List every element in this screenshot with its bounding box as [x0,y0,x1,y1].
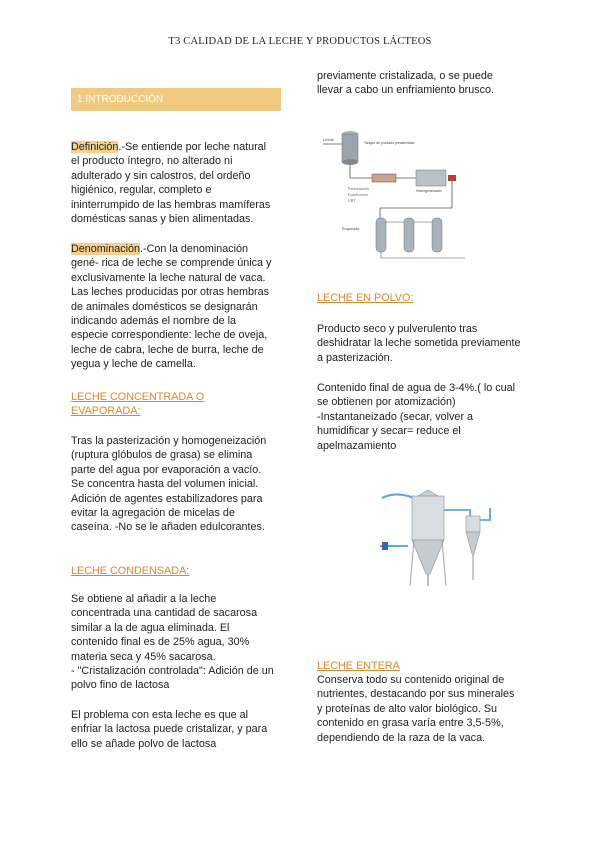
text-line: caseína. -No se le añaden edulcorantes. [71,521,265,534]
page-title: T3 CALIDAD DE LA LECHE Y PRODUCTOS LÁCTEOS [168,36,432,47]
definicion-paragraph [71,140,283,226]
text-line: gené- rica de leche se comprende única y [71,257,272,270]
definicion-term: Definición [71,141,119,153]
label-uht: UHT [348,199,356,203]
text-line: yegua y leche de camella. [71,358,196,371]
label-esterilizacion: Esterilización [348,193,368,197]
text-line: adulterado y sin calostros, del ordeño [71,169,251,182]
agua-paragraph [317,381,529,453]
heading-line: LECHE EN POLVO: [317,292,414,304]
entera-heading [317,659,529,673]
text-line: previamente cristalizada, o se puede [317,70,493,82]
support-leg [442,540,446,586]
text-line: materia seca y 45% sacarosa. [71,650,216,663]
text-line: higiénico, regular, completo e [71,184,212,197]
concentrada-heading [71,390,283,419]
intro-heading: 1.INTRODUCCIÓN [77,94,164,105]
cyclone-cone [466,532,480,554]
text-line: contenido en grasa varía entre 3,5-5%, [317,717,504,730]
heading-line: LECHE ENTERA [317,660,400,672]
heat-exchanger [372,174,396,182]
text-line: enfriar la lactosa puede cristalizar, y para [71,723,268,736]
text-line: (ruptura glóbulos de grasa) se elimina [71,449,253,462]
homogenizer [416,170,446,186]
text-line: Las leches producidas por otras hembras [71,286,270,299]
text-line: dependiendo de la raza de la vaca. [317,731,486,744]
text-line: apelmazamiento [317,439,397,452]
feed-pump [382,542,388,550]
text-line: especie correspondiente: leche de oveja, [71,329,268,342]
chamber-cone [412,540,444,574]
text-line: el producto íntegro, no alterado ni [71,155,233,168]
label-pasteurizacion: Pasteurización [348,187,369,191]
text-line: a pasterización. [317,351,393,364]
heading-line: LECHE CONDENSADA: [71,565,190,577]
entera-paragraph [317,673,529,745]
text-line: de animales domésticos se designarán [71,300,258,313]
chamber-cap [418,490,438,496]
text-line: contenido final es de 25% agua, 30% [71,636,250,649]
outlet-duct [480,508,490,520]
heading-line: LECHE CONCENTRADA O [71,391,205,403]
text-line: evitar la agregación de micelas de [71,507,235,520]
text-line: llevar a cabo un enfriamiento brusco. [317,84,495,97]
text-line: Conserva todo su contenido original de [317,674,505,686]
text-line: ello se añade polvo de lactosa [71,737,217,750]
valve [448,175,456,181]
text-line: exclusivamente la leche natural de vaca. [71,271,266,284]
evaporator [432,218,442,252]
support-leg [410,540,414,586]
spray-dryer-illustration [378,486,496,592]
continuation-paragraph [317,69,529,98]
evaporator [404,218,414,252]
condensada-heading [71,564,283,578]
text-line: leche de cabra, leche de burra, leche de [71,343,264,356]
cyclone-body [466,516,480,532]
concentrada-paragraph [71,434,283,535]
text-line: humidificar y secar= reduce el [317,425,461,438]
tank-bottom [342,159,358,165]
text-line: - "Cristalización controlada": Adición de un [71,665,274,678]
drying-chamber [412,496,444,540]
text-line: polvo fino de lactosa [71,679,170,692]
text-line: -Instantaneizado (secar, volver a [317,410,474,423]
problema-paragraph [71,708,283,751]
text-line: y proteínas de alto valor biológico. Su [317,702,498,715]
text-line: Se concentra hasta del volumen inicial. [71,478,259,491]
exhaust-duct [444,510,470,516]
text-line: .-Se entiende por leche natural [118,141,267,153]
text-line: deshidratar la leche sometida previamente [317,337,521,350]
label-tanque: Tanque de producto precalentado [364,141,415,145]
denominacion-paragraph [71,242,283,372]
text-line: Se obtiene al añadir a la leche [71,593,217,605]
polvo-heading [317,291,529,305]
text-line: Contenido final de agua de 3-4%.( lo cual [317,382,516,394]
text-line: similar a la de agua eliminada. El [71,621,230,634]
label-homogeneizador: Homogeneizador [416,189,442,193]
text-line: Producto seco y pulverulento tras [317,323,478,335]
text-line: indicando además el nombre de la [71,315,237,328]
text-line: .-Con la denominación [140,243,249,255]
text-line: se obtienen por atomización) [317,396,456,409]
text-line: Tras la pasterización y homogeneización [71,435,267,447]
text-line: El problema con esta leche es que al [71,709,249,721]
label-leche: Leche [323,137,334,142]
text-line: domésticas sanas y bien alimentadas. [71,213,254,226]
text-line: Adición de agentes estabilizadores para [71,492,263,505]
polvo-paragraph [317,322,529,365]
text-line: parte del agua por evaporación a vacío. [71,463,262,476]
condensada-paragraph [71,592,283,693]
text-line: ininterrumpido de las hembras mamíferas [71,198,271,211]
intro-heading-box [71,88,281,111]
text-line: nutrientes, destacando por sus minerales [317,688,515,701]
label-evaporador: Evaporador [342,227,360,231]
evaporator [376,218,386,252]
process-diagram [320,126,470,266]
text-line: concentrada una cantidad de sacarosa [71,607,258,620]
heading-line: EVAPORADA: [71,405,141,418]
denominacion-term: Denominación [71,243,141,255]
preheat-tank [342,134,358,162]
